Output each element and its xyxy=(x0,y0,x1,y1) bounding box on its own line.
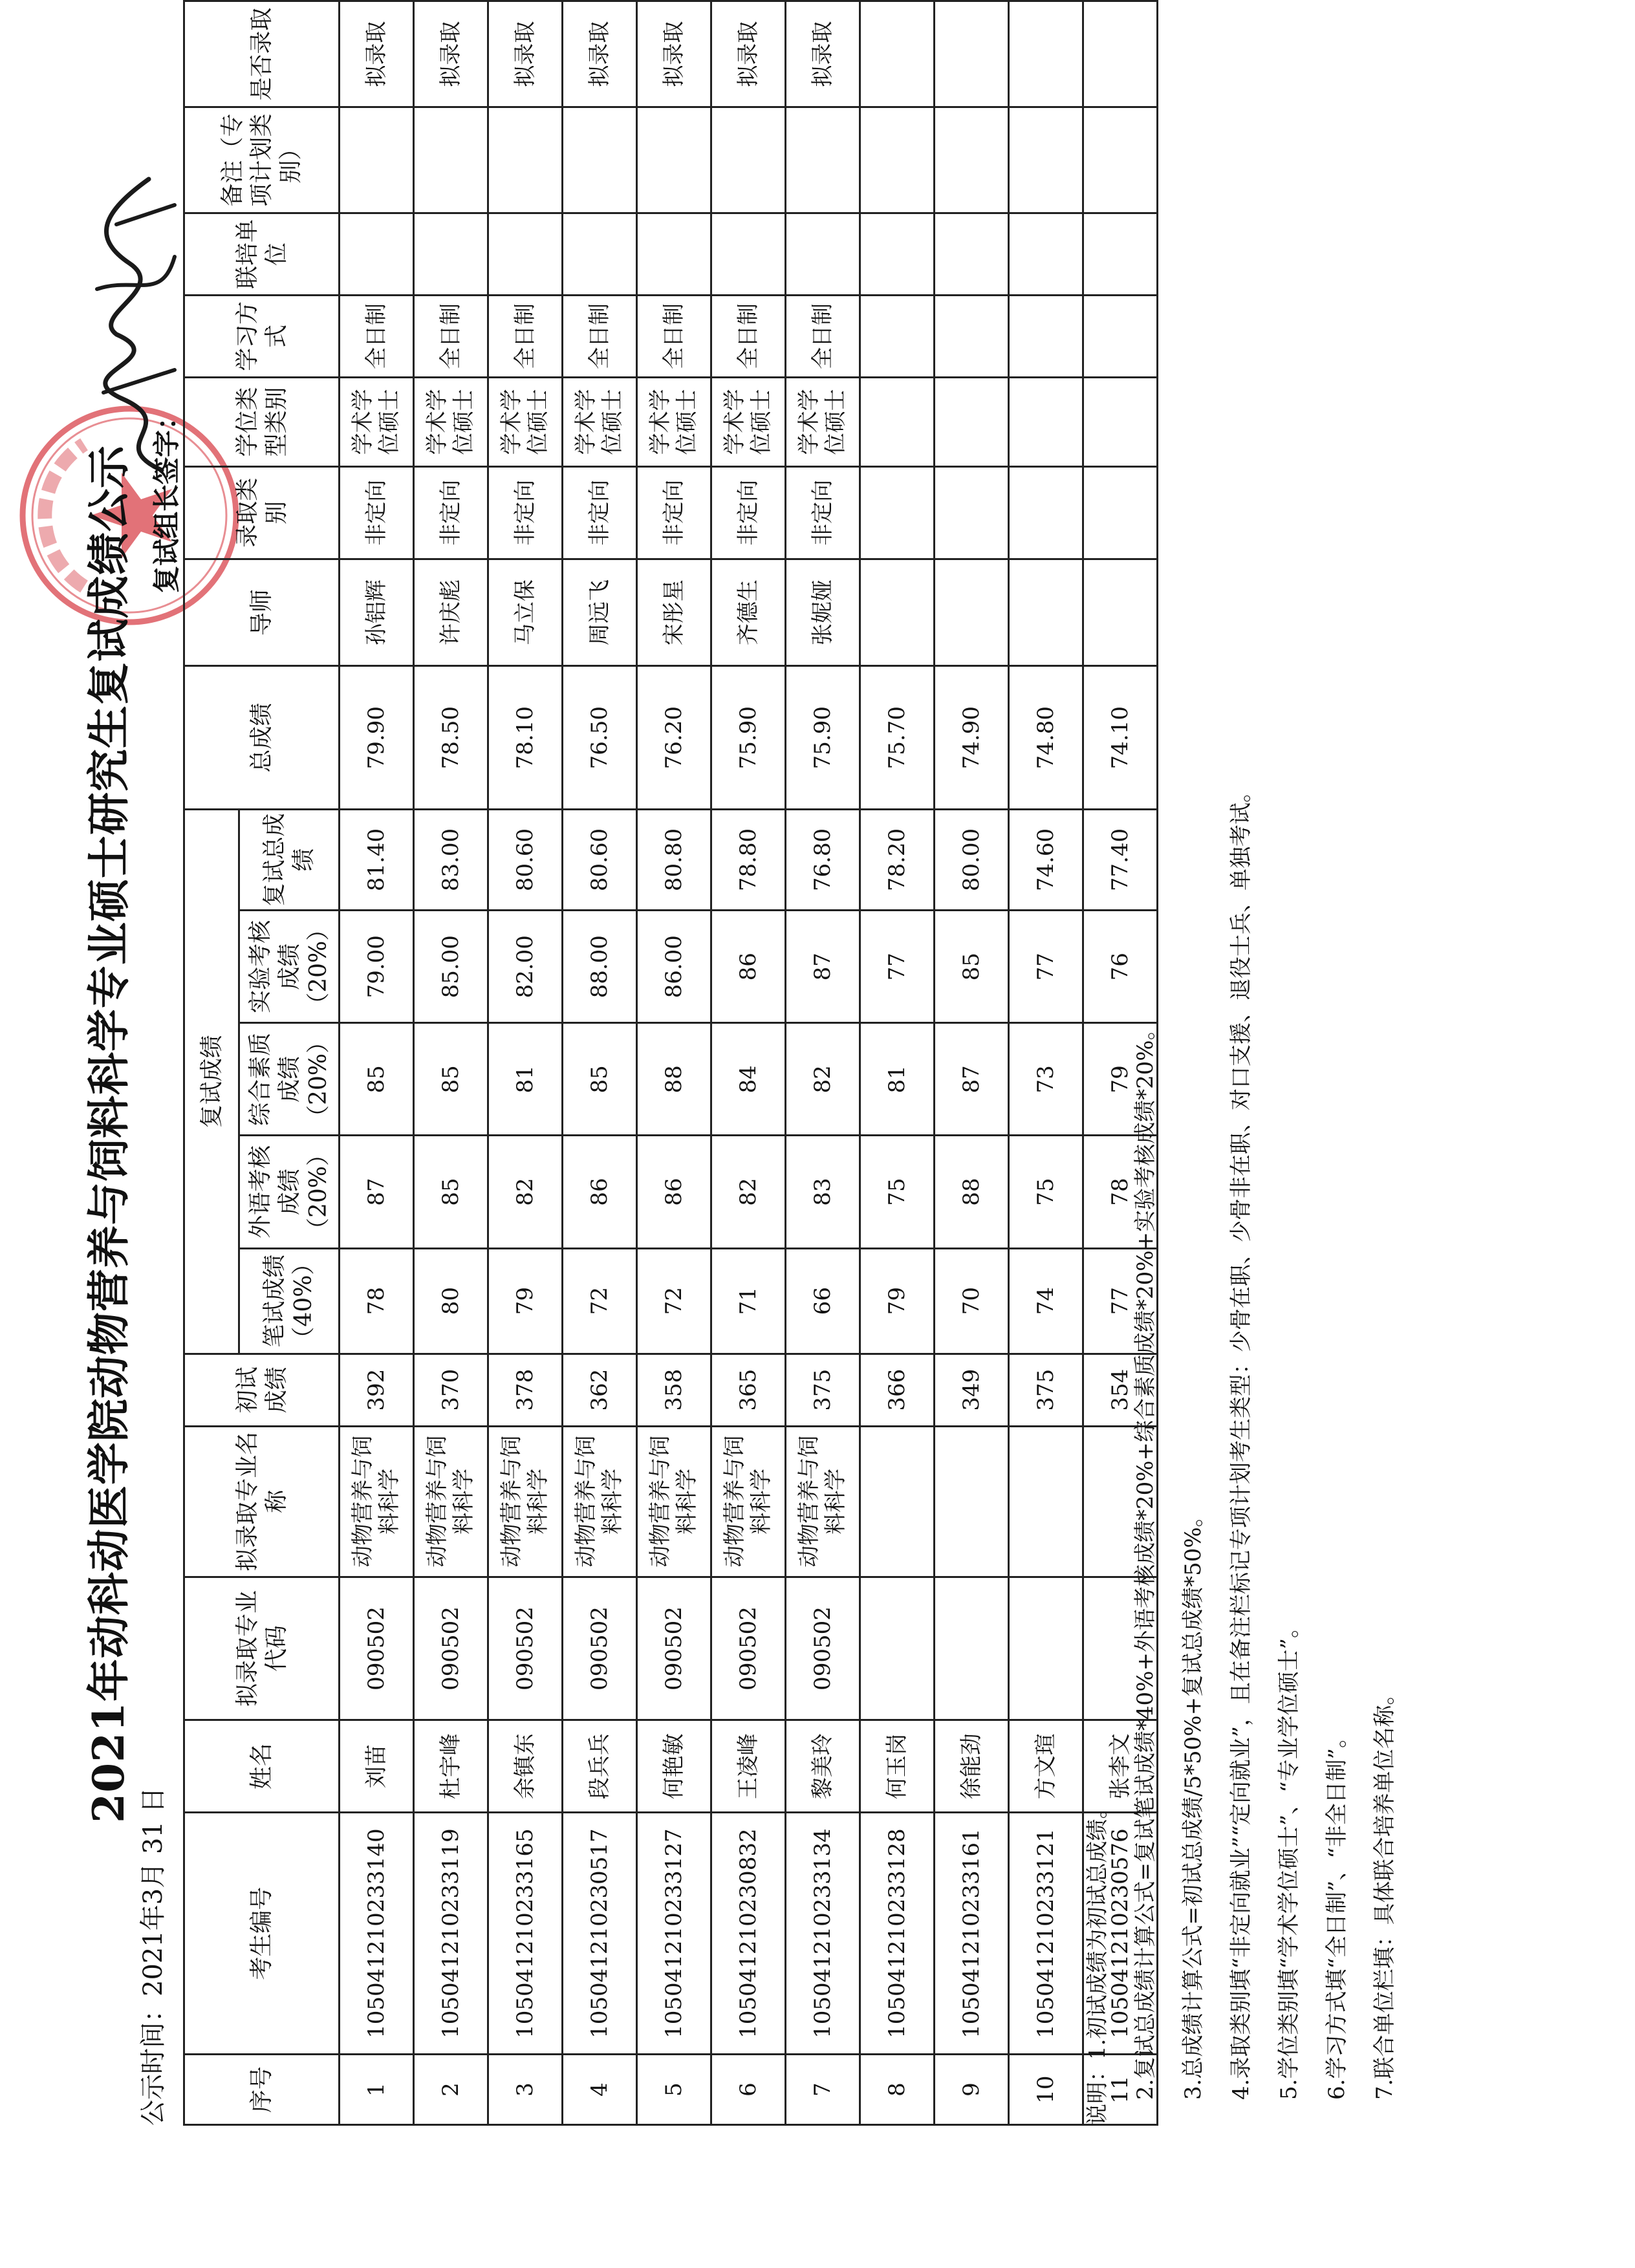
note-2: 2.复试总成绩计算公式=复试笔试成绩*40%+外语考核成绩*20%+综合素质成绩*20%+实验考核成绩*20%。 xyxy=(1132,1018,1158,2100)
cell-quality: 84 xyxy=(711,1023,786,1136)
cell-seq: 6 xyxy=(711,2055,786,2125)
cell-lab: 77 xyxy=(860,911,935,1023)
cell-tutor xyxy=(935,559,1009,666)
notes-section xyxy=(1074,781,1409,2126)
note-1: 说明：1.初试成绩为初试总成绩。 xyxy=(1085,1797,1110,2126)
cell-retest-total: 78.20 xyxy=(860,809,935,910)
cell-admitted: 拟录取 xyxy=(563,1,637,107)
cell-major-name: 动物营养与饲料科学 xyxy=(340,1426,414,1577)
cell-lab: 88.00 xyxy=(563,911,637,1023)
table-row xyxy=(637,1,711,2125)
header-quality: 综合素质成绩（20%） xyxy=(239,1023,340,1136)
cell-degree-type xyxy=(935,377,1009,466)
cell-retest-total: 80.60 xyxy=(563,809,637,910)
cell-major-name xyxy=(935,1426,1009,1577)
cell-admitted xyxy=(860,1,935,107)
table-row xyxy=(563,1,637,2125)
cell-study-mode xyxy=(860,295,935,377)
cell-admit-type xyxy=(935,466,1009,559)
header-admitted: 是否录取 xyxy=(184,1,340,107)
cell-quality: 81 xyxy=(488,1023,563,1136)
header-degree-type: 学位类型类别 xyxy=(184,377,340,466)
cell-admit-type: 非定向 xyxy=(414,466,488,559)
cell-admitted: 拟录取 xyxy=(340,1,414,107)
cell-foreign: 82 xyxy=(488,1136,563,1248)
cell-tutor xyxy=(1009,559,1083,666)
cell-total: 74.80 xyxy=(1009,666,1083,809)
cell-name: 余镇东 xyxy=(488,1720,563,1813)
cell-quality: 79 xyxy=(1083,1023,1158,1136)
cell-total: 76.50 xyxy=(563,666,637,809)
signature-label: 复试组长签字： xyxy=(151,402,182,593)
table-row xyxy=(488,1,563,2125)
cell-remarks xyxy=(935,107,1009,213)
cell-retest-total: 78.80 xyxy=(711,809,786,910)
page-title: 2021年动科动医学院动物营养与饲料科学专业硕士研究生复试成绩公示 xyxy=(83,445,134,1823)
cell-lab: 86.00 xyxy=(637,911,711,1023)
cell-joint-unit xyxy=(1009,213,1083,296)
cell-exam-no: 105041210233121 xyxy=(1009,1813,1083,2055)
cell-major-code: 090502 xyxy=(637,1577,711,1720)
cell-total: 78.50 xyxy=(414,666,488,809)
cell-lab: 77 xyxy=(1009,911,1083,1023)
cell-study-mode xyxy=(935,295,1009,377)
cell-quality: 87 xyxy=(935,1023,1009,1136)
header-total: 总成绩 xyxy=(184,666,340,809)
cell-lab: 76 xyxy=(1083,911,1158,1023)
note-7: 7.联合单位栏填：具体联合培养单位名称。 xyxy=(1372,1683,1398,2100)
cell-total: 75.90 xyxy=(711,666,786,809)
header-seq: 序号 xyxy=(184,2055,340,2125)
cell-written: 80 xyxy=(414,1248,488,1354)
note-5: 5.学位类别填“学术学位硕士”、“专业学位硕士”。 xyxy=(1276,1616,1302,2100)
cell-lab: 87 xyxy=(786,911,860,1023)
cell-total: 79.90 xyxy=(340,666,414,809)
cell-remarks xyxy=(711,107,786,213)
cell-remarks xyxy=(414,107,488,213)
cell-major-name: 动物营养与饲料科学 xyxy=(711,1426,786,1577)
cell-foreign: 86 xyxy=(637,1136,711,1248)
header-name: 姓名 xyxy=(184,1720,340,1813)
results-table xyxy=(183,0,1158,2126)
cell-study-mode: 全日制 xyxy=(414,295,488,377)
cell-retest-total: 80.60 xyxy=(488,809,563,910)
cell-written: 79 xyxy=(488,1248,563,1354)
cell-major-code: 090502 xyxy=(711,1577,786,1720)
cell-study-mode xyxy=(1083,295,1158,377)
cell-seq: 10 xyxy=(1009,2055,1083,2125)
cell-seq: 1 xyxy=(340,2055,414,2125)
cell-tutor: 张妮娅 xyxy=(786,559,860,666)
cell-tutor xyxy=(860,559,935,666)
cell-joint-unit xyxy=(414,213,488,296)
cell-major-code: 090502 xyxy=(786,1577,860,1720)
cell-study-mode: 全日制 xyxy=(637,295,711,377)
cell-name: 王凌峰 xyxy=(711,1720,786,1813)
cell-name: 黎美玲 xyxy=(786,1720,860,1813)
cell-remarks xyxy=(1083,107,1158,213)
cell-written: 71 xyxy=(711,1248,786,1354)
cell-seq: 9 xyxy=(935,2055,1009,2125)
cell-exam-no: 105041210230832 xyxy=(711,1813,786,2055)
cell-written: 79 xyxy=(860,1248,935,1354)
cell-tutor: 周远飞 xyxy=(563,559,637,666)
cell-initial-score: 392 xyxy=(340,1354,414,1426)
cell-initial-score: 349 xyxy=(935,1354,1009,1426)
cell-initial-score: 378 xyxy=(488,1354,563,1426)
cell-degree-type: 学术学位硕士 xyxy=(340,377,414,466)
cell-lab: 82.00 xyxy=(488,911,563,1023)
cell-foreign: 85 xyxy=(414,1136,488,1248)
cell-written: 66 xyxy=(786,1248,860,1354)
cell-exam-no: 105041210230576 xyxy=(1083,1813,1158,2055)
cell-initial-score: 358 xyxy=(637,1354,711,1426)
cell-remarks xyxy=(637,107,711,213)
cell-major-name: 动物营养与饲料科学 xyxy=(414,1426,488,1577)
cell-name: 段兵兵 xyxy=(563,1720,637,1813)
cell-seq: 7 xyxy=(786,2055,860,2125)
cell-joint-unit xyxy=(786,213,860,296)
cell-joint-unit xyxy=(1083,213,1158,296)
cell-study-mode: 全日制 xyxy=(711,295,786,377)
cell-remarks xyxy=(786,107,860,213)
header-retest-group: 复试成绩 xyxy=(184,809,239,1354)
header-major-code: 拟录取专业代码 xyxy=(184,1577,340,1720)
cell-admitted xyxy=(1009,1,1083,107)
cell-remarks xyxy=(1009,107,1083,213)
cell-major-code: 090502 xyxy=(563,1577,637,1720)
cell-total: 78.10 xyxy=(488,666,563,809)
header-foreign: 外语考核成绩（20%） xyxy=(239,1136,340,1248)
cell-quality: 82 xyxy=(786,1023,860,1136)
cell-major-name: 动物营养与饲料科学 xyxy=(563,1426,637,1577)
cell-admitted: 拟录取 xyxy=(637,1,711,107)
publish-date: 公示时间：2021年3月 31 日 xyxy=(138,1787,168,2126)
cell-joint-unit xyxy=(860,213,935,296)
header-tutor: 导师 xyxy=(184,559,340,666)
cell-foreign: 82 xyxy=(711,1136,786,1248)
cell-admitted xyxy=(935,1,1009,107)
cell-admitted: 拟录取 xyxy=(711,1,786,107)
cell-admit-type: 非定向 xyxy=(786,466,860,559)
cell-retest-total: 83.00 xyxy=(414,809,488,910)
cell-joint-unit xyxy=(563,213,637,296)
cell-quality: 85 xyxy=(340,1023,414,1136)
cell-name: 徐能劲 xyxy=(935,1720,1009,1813)
cell-foreign: 75 xyxy=(1009,1136,1083,1248)
cell-degree-type xyxy=(1083,377,1158,466)
cell-major-code xyxy=(860,1577,935,1720)
cell-initial-score: 365 xyxy=(711,1354,786,1426)
cell-degree-type: 学术学位硕士 xyxy=(488,377,563,466)
cell-tutor: 许庆彪 xyxy=(414,559,488,666)
cell-initial-score: 375 xyxy=(786,1354,860,1426)
cell-foreign: 86 xyxy=(563,1136,637,1248)
cell-admit-type: 非定向 xyxy=(488,466,563,559)
cell-initial-score: 375 xyxy=(1009,1354,1083,1426)
cell-quality: 81 xyxy=(860,1023,935,1136)
cell-admit-type: 非定向 xyxy=(563,466,637,559)
table-row xyxy=(340,1,414,2125)
cell-quality: 73 xyxy=(1009,1023,1083,1136)
header-joint-unit: 联培单位 xyxy=(184,213,340,296)
cell-initial-score: 362 xyxy=(563,1354,637,1426)
header-major-name: 拟录取专业名称 xyxy=(184,1426,340,1577)
cell-seq: 8 xyxy=(860,2055,935,2125)
results-table-body xyxy=(340,1,1158,2125)
cell-exam-no: 105041210233127 xyxy=(637,1813,711,2055)
cell-seq: 2 xyxy=(414,2055,488,2125)
cell-admitted: 拟录取 xyxy=(786,1,860,107)
header-study-mode: 学习方式 xyxy=(184,295,340,377)
cell-major-name xyxy=(1009,1426,1083,1577)
cell-total: 75.90 xyxy=(786,666,860,809)
cell-name: 何艳敏 xyxy=(637,1720,711,1813)
cell-retest-total: 76.80 xyxy=(786,809,860,910)
cell-remarks xyxy=(563,107,637,213)
table-row xyxy=(1009,1,1083,2125)
cell-tutor: 宋彤星 xyxy=(637,559,711,666)
table-row xyxy=(860,1,935,2125)
cell-retest-total: 80.80 xyxy=(637,809,711,910)
cell-seq: 4 xyxy=(563,2055,637,2125)
cell-joint-unit xyxy=(711,213,786,296)
cell-exam-no: 105041210233140 xyxy=(340,1813,414,2055)
cell-lab: 79.00 xyxy=(340,911,414,1023)
cell-admit-type xyxy=(1009,466,1083,559)
cell-total: 74.90 xyxy=(935,666,1009,809)
cell-remarks xyxy=(860,107,935,213)
cell-foreign: 87 xyxy=(340,1136,414,1248)
cell-tutor: 马立保 xyxy=(488,559,563,666)
cell-major-name: 动物营养与饲料科学 xyxy=(637,1426,711,1577)
cell-initial-score: 370 xyxy=(414,1354,488,1426)
cell-admit-type: 非定向 xyxy=(637,466,711,559)
note-4: 4.录取类别填“非定向就业”“定向就业”，且在备注栏标记专项计划考生类型：少骨在职、少骨非在职、对口支援、退役士兵、单独考试。 xyxy=(1228,781,1254,2100)
cell-degree-type: 学术学位硕士 xyxy=(711,377,786,466)
note-6: 6.学习方式填“全日制”、“非全日制”。 xyxy=(1324,1726,1350,2100)
cell-quality: 85 xyxy=(414,1023,488,1136)
note-3: 3.总成绩计算公式=初试总成绩/5*50%+复试总成绩*50%。 xyxy=(1180,1505,1206,2100)
cell-tutor: 齐德生 xyxy=(711,559,786,666)
cell-major-code: 090502 xyxy=(488,1577,563,1720)
cell-retest-total: 81.40 xyxy=(340,809,414,910)
cell-exam-no: 105041210233119 xyxy=(414,1813,488,2055)
table-row xyxy=(414,1,488,2125)
cell-admit-type xyxy=(860,466,935,559)
header-exam-no: 考生编号 xyxy=(184,1813,340,2055)
cell-written: 78 xyxy=(340,1248,414,1354)
cell-admitted: 拟录取 xyxy=(488,1,563,107)
cell-total: 76.20 xyxy=(637,666,711,809)
header-admit-type: 录取类别 xyxy=(184,466,340,559)
cell-major-name xyxy=(860,1426,935,1577)
cell-study-mode xyxy=(1009,295,1083,377)
cell-exam-no: 105041210233128 xyxy=(860,1813,935,2055)
cell-joint-unit xyxy=(935,213,1009,296)
cell-written: 70 xyxy=(935,1248,1009,1354)
cell-study-mode: 全日制 xyxy=(563,295,637,377)
header-retest-total: 复试总成绩 xyxy=(239,809,340,910)
cell-major-name: 动物营养与饲料科学 xyxy=(786,1426,860,1577)
header-lab: 实验考核成绩（20%） xyxy=(239,911,340,1023)
cell-exam-no: 105041210233165 xyxy=(488,1813,563,2055)
header-remarks: 备注（专项计划类别） xyxy=(184,107,340,213)
cell-admit-type: 非定向 xyxy=(340,466,414,559)
cell-retest-total: 80.00 xyxy=(935,809,1009,910)
cell-degree-type: 学术学位硕士 xyxy=(637,377,711,466)
cell-degree-type: 学术学位硕士 xyxy=(563,377,637,466)
cell-degree-type xyxy=(860,377,935,466)
cell-tutor xyxy=(1083,559,1158,666)
cell-lab: 86 xyxy=(711,911,786,1023)
cell-initial-score: 366 xyxy=(860,1354,935,1426)
table-row xyxy=(786,1,860,2125)
cell-admitted xyxy=(1083,1,1158,107)
cell-study-mode: 全日制 xyxy=(786,295,860,377)
cell-written: 74 xyxy=(1009,1248,1083,1354)
cell-admit-type: 非定向 xyxy=(711,466,786,559)
cell-degree-type xyxy=(1009,377,1083,466)
cell-degree-type: 学术学位硕士 xyxy=(786,377,860,466)
cell-admit-type xyxy=(1083,466,1158,559)
cell-foreign: 78 xyxy=(1083,1136,1158,1248)
cell-exam-no: 105041210230517 xyxy=(563,1813,637,2055)
cell-major-code xyxy=(935,1577,1009,1720)
cell-seq: 3 xyxy=(488,2055,563,2125)
cell-foreign: 75 xyxy=(860,1136,935,1248)
cell-seq: 5 xyxy=(637,2055,711,2125)
cell-lab: 85.00 xyxy=(414,911,488,1023)
cell-foreign: 83 xyxy=(786,1136,860,1248)
cell-major-code xyxy=(1009,1577,1083,1720)
cell-quality: 88 xyxy=(637,1023,711,1136)
cell-remarks xyxy=(340,107,414,213)
cell-initial-score: 354 xyxy=(1083,1354,1158,1426)
cell-name: 何玉岗 xyxy=(860,1720,935,1813)
cell-total: 75.70 xyxy=(860,666,935,809)
cell-written: 72 xyxy=(637,1248,711,1354)
cell-major-code: 090502 xyxy=(340,1577,414,1720)
cell-total: 74.10 xyxy=(1083,666,1158,809)
cell-degree-type: 学术学位硕士 xyxy=(414,377,488,466)
cell-major-code: 090502 xyxy=(414,1577,488,1720)
cell-written: 72 xyxy=(563,1248,637,1354)
table-row xyxy=(711,1,786,2125)
cell-quality: 85 xyxy=(563,1023,637,1136)
cell-name: 杜宇峰 xyxy=(414,1720,488,1813)
cell-written: 77 xyxy=(1083,1248,1158,1354)
cell-exam-no: 105041210233134 xyxy=(786,1813,860,2055)
cell-lab: 85 xyxy=(935,911,1009,1023)
cell-name: 张李文 xyxy=(1083,1720,1158,1813)
table-row xyxy=(935,1,1009,2125)
header-initial-score: 初试成绩 xyxy=(184,1354,340,1426)
cell-joint-unit xyxy=(637,213,711,296)
cell-retest-total: 74.60 xyxy=(1009,809,1083,910)
cell-remarks xyxy=(488,107,563,213)
header-written: 笔试成绩（40%） xyxy=(239,1248,340,1354)
cell-tutor: 孙铝辉 xyxy=(340,559,414,666)
cell-exam-no: 105041210233161 xyxy=(935,1813,1009,2055)
cell-joint-unit xyxy=(340,213,414,296)
cell-name: 刘苗 xyxy=(340,1720,414,1813)
cell-admitted: 拟录取 xyxy=(414,1,488,107)
cell-foreign: 88 xyxy=(935,1136,1009,1248)
cell-study-mode: 全日制 xyxy=(340,295,414,377)
cell-name: 方文瑄 xyxy=(1009,1720,1083,1813)
cell-major-name: 动物营养与饲料科学 xyxy=(488,1426,563,1577)
cell-study-mode: 全日制 xyxy=(488,295,563,377)
cell-seq: 11 xyxy=(1083,2055,1158,2125)
cell-joint-unit xyxy=(488,213,563,296)
cell-retest-total: 77.40 xyxy=(1083,809,1158,910)
